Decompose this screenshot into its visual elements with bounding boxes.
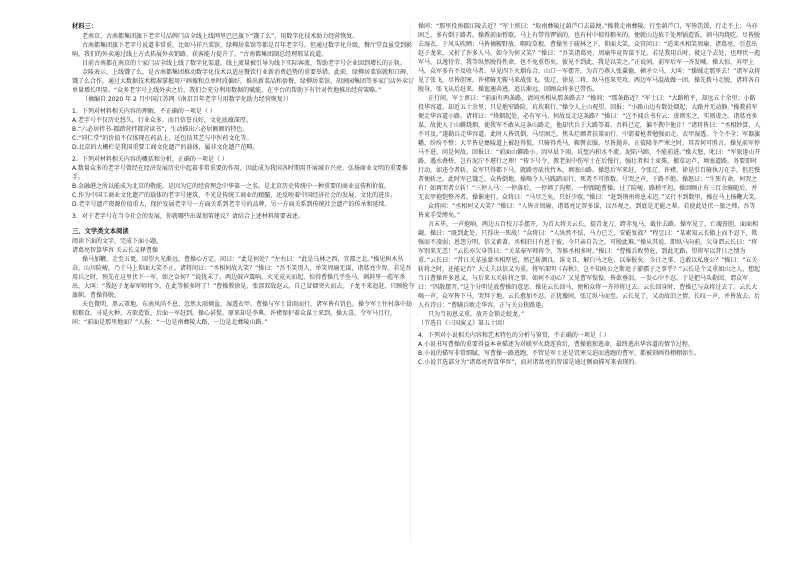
question-4: 4．下列对小说相关内容和艺术特色的分析与鉴赏，不正确的一项是（ ） [418,332,610,339]
right-column [418,22,761,542]
question-2-option-b: B.金融港之所以能成为北京的敬能，是因为它的经营理念中华第一之名，是北京历史传统中一种重要的商业宣传和价值。 [72,183,391,190]
question-4-option-b: B.小说的描写非常细腻，写曹操一路逃跑，不管是军士还是饥寒交迫而逃跑的曹军，都被刻画得栩栩如生。 [418,350,701,357]
story-paragraph: 只为当初恩义重，放开金锁走蛟龙。” [428,311,525,318]
material-paragraph: 老南京、古南都集团旗下老字号品牌门店全线上线网里巴巴旗下“饿了么”，用数字化技术助力经营恢复。 [82,33,359,40]
left-column [72,22,415,542]
story-source: （节选自《三国演义》第五十回） [418,320,509,327]
question-2: 2．下列对材料相关内容的概括和分析，正确的一项是（ ） [72,156,228,163]
question-1-option-b: B.“六必居拌书-都踏营拌都营读书”，生动描出六必居匾额的特色。 [72,126,249,133]
reading-intro: 阅读下面的文字，完成下面小题。 [72,238,163,245]
question-2-option-d: D.老字号遗产资源价值重大，保护发展老字号一方面关系到老字号的品牌，另一方面关系到传统社会遗产的传承和延续。 [72,201,391,208]
material-paragraph: 目前古南都在南京的十家门店全线上线了数字化渠道，线上流量被引导为线下实际客流，帮助老字号企业回到增长的正轨。 [82,60,407,67]
question-3: 3．对于老字号在当今社会的发展，你就哪些出谋划策建议？请结合上述材料简要表述。 [72,213,304,220]
story-paragraph: 正行间，军士禀曰：“前面有两条路，请问丞相从那条路去？”操问：“那条路近？”军士曰：“大路稍平，却远五十余里；小路投华容道，却近五十余里；只是地窄路险，坑坎难行。”操令人上山观望，回报：“小路山边有数处烟起；大路并无动静。”操教前军便走华容道小路。诸将曰：“烽烟起处，必有军马，何故反走这条路？”操曰：“岂不闻兵书有云：虚则实之，实则虚之。诸葛亮多谋，故使人于山僻烧烟，使我军不敢从这条山路走，他却伏兵于大路等着。吾料已定，偏不教中他计！”诸将皆曰：“丞相妙算，人不可及。”遂勒兵走华容道。此时人皆饥倒，马尽困乏。焦头烂额者扶策而行，中箭着枪者勉强而走。衣甲湿透，个个不全；军器旗幡，纷纷不整：大半皆是彝陵道上被赶得慌，只骑得秃马，鞍辔衣服，尽皆抛弃。正值隆冬严寒之时，其苦何可胜言。操见前军停马不进，问是何故。回报曰：“前面山僻路小，因早晨下雨，坑堑内积水不流，泥陷马蹄，不能前进。”操大怒，叱曰：“军旅逢山开路，遇水叠桥，岂有泥泞不堪行之理！”传下号令，教老弱中伤军士在后慢行，强壮者担土束柴，搬草运芦，填塞道路。务要即时行动，如违令者斩。众军只得都下马，就路旁砍伐竹木，填塞山路。操恐后军来赶，令张辽、许褚、徐晃引百骑执刀在手，但迟慢者便斩之。此时军已饿乏，众皆倒地，操喝令人马践踏而行，死者不可胜数。号哭之声，于路不绝。操怒曰：“生死有命，何哭之有！如再哭者立斩！”三停人马：一停落后，一停填了沟壑，一停跟随曹操。过了险峻，路稍平坦。操回顾止有三百余骑随后，并无衣甲袍铠整齐者。操催速行。众将曰：“马尽乏矣，只好少歇。”操曰：“赶到荆州将息未迟。”又行不到数里，操在马上扬鞭大笑。 [418,95,761,201]
material-paragraph: 金陵表示，上线饿了么，是古南都集团推动数字化技术以适应餐饮行业新消费趋势的重要举措。此前，绿柳居菜馆就和口碑、饿了么合作，通过大数据技术精准掌握用户画像和点单时段偏好，推出新菜品和套餐，绿柳居菜馆、胡润园集团等多家门店外卖订单量增长明显。“众多老字号上线外卖之后，我们会充分利用数据的赋能，在平台的帮助下有针对性地推出经营策略。” [72,69,415,94]
story-paragraph: 操马加鞭，走至五更，回望火光渐远，曹操心方定，问曰：“此是何处？”左右曰：“此是乌林之西，宜都之北。”操见树木丛杂，山川险峻，乃于马上仰面大笑不止。诸将问曰：“丞相何故大笑？”操曰：“吾不笑别人，单笑周瑜无谋，诸葛亮少智。若是吾用兵之时，预先在这里伏下一军，如之奈何？”说犹未了，两边鼓声震响，火光竟天而起，惊得曹操几乎坠马。刺斜里一彪军杀出，大叫：“我赵子龙奉军师将令，在此等候多时了！”曹操教徐晃、张郃双敌赵云，自己冒烟突火而去。子龙不来追赶，只顾抢夺旗帜。曹操得脱。 [72,256,415,299]
question-1-option-d: D.北京的大栅栏是我国重要工商文化遗产的载体，属非文化遗产范畴。 [72,144,259,151]
material-title: 材料三： [72,23,98,30]
story-paragraph: 操问：“那里投南郡江陵去近？”军士禀曰：“取南彝陵过葫芦口去最便。”操教走南彝陵。行至葫芦口，军皆饥馁，行走不上；马亦困乏，多有倒于路者。操教前面暂歇。马上有带得锣锅的，也有村中掠得粮米的，便就山边拣干处埋锅造饭，割马肉烧吃。尽皆脱去湿衣，于风头吹晒；马皆摘鞍野放，咽咬草根。曹操坐于疏林之下，仰面大笑。众官问曰：“适来丞相笑周瑜、诸葛亮，引惹出赵子龙来，又折了许多人马。如今为何又笑？”操曰：“吾笑诸葛亮、周瑜毕竟智谋不足。若是我用兵时，就这个去处，也埋伏一彪军马，以逸待劳，我等纵然脱得性命，也不免重伤矣。彼见不到此，我是以笑之。”正说间，前军后军一齐发喊。操大惊，弃甲上马。众军多有不及收马者。早见四下火烟布合，山口一军摆开，为首乃燕人张翼德，横矛立马，大叫：“操贼走那里去！”诸军众将见了张飞，尽皆胆寒。许褚骑无鞍马来战张飞。张辽、徐晃二将，纵马也来夹攻。两边军马混战做一团。操先拨马走脱，诸将各自脱身。张飞从后赶来。操迤逦奔逃，追兵渐远，回顾众将多已带伤。 [418,23,761,93]
material-source: （摘编自 2020 年 2 月中国江苏网《南京百年老字号用数字化助力经营恢复》） [82,96,292,103]
question-4-option-a: A.小说书写曹操的重要得益本章描述为对联军火烧连营后，曹操狼狈逃命，最终逃出华容道的情节过程。 [418,341,694,348]
question-2-option-c: C.作为中国工商业文化遗产的载体的老字号建筑，不光是传统工商业的精髓，还反映着中国经济社会的发展，文化的进步。 [72,192,397,199]
question-1-option-a: A.老字号不仅历史悠久，行业众多，而且信誉良好，文化底蕴深厚。 [72,117,252,124]
question-1: 1．下列对材料相关内容的理解，不正确的一项是（ ） [72,108,216,115]
question-1-option-c: C.“同仁堂”的价值不仅体现在药品上，还包括其艺与中医药文化等。 [72,135,253,142]
story-title: 诸葛亮智算华容 关云长义释曹操 [72,247,158,254]
story-paragraph: 言未毕，一声炮响，两边五百校刀手摆开，为首大将关云长，提青龙刀，跨赤兔马，截住去路。操军见了，亡魂丧胆，面面相觑。操曰：“既到此处，只得决一死战！”众将曰：“人纵然不怯，马力已乏，安能复战？”程昱曰：“某素知云长傲上而不忍下，欺强而不凌弱；恩怨分明，信义素著。丞相旧日有恩于彼，今只亲自告之，可脱此难。”操从其说，即纵马向前，欠身谓云长曰：“将军别来无恙！”云长亦欠身答曰：“关某奉军师将令，等候丞相多时。”操曰：“曹操兵败势危，到此无路，望将军以昔日之情为重。”云长曰：“昔日关某虽蒙丞相厚恩，然已斩颜良，诛文丑，解白马之危，以奉报矣。今日之事，岂敢以私废公？”操曰：“五关斩将之时，还能记否？大丈夫以信义为重。将军深明《春秋》，岂不知庾公之斯追子濯孺子之事乎？”云长是个义重如山之人，想起当日曹操许多恩义，与后来五关斩将之事，如何不动心？又见曹军惶惶，皆欲垂泪，一发心中不忍。于是把马头勒回，谓众军曰：“四散摆开。”这个分明是放曹操的意思。操见云长回马，便和众将一齐冲将过去。云长回身时，曹操已与众将过去了。云长大喝一声，众军皆下马，哭拜于地。云长愈加不忍。正犹豫间，张辽纵马而至。云长见了，又动故旧之情，长叹一声，并皆放去。后人有诗曰：“曹瞒兵败走华容，正与关公狭路逢。 [418,221,761,309]
story-paragraph: 众将问：“丞相何又大笑？”操曰：“人皆言周瑜、诸葛亮足智多谋，以吾观之，到底是无能之辈。若使此处伏一旅之师，吾等皆束手受缚矣。” [418,203,756,219]
material-paragraph: 古南都集团旗下老字号说道非常重，比如马祥兴菜馆、绿柳居菜馆等都是百年老字号。但通过数字化升级，餐厅堂食虽受到影响，我们的外卖通过线上方式拓展外卖销路，获客能力提升了。“古南都集团副总经理邢某说道。 [72,42,413,58]
section-heading: 三、文学类文本阅读 [72,228,129,235]
story-paragraph: 天色微明，黑云罩地，东南风尚不息。忽然大雨倾盆，湿透衣甲。曹操与军士冒雨而行，诸军皆有饥色。操令军士往村落中劫掠粮食，寻觅火种。方欲造饭，后面一军赶到。操心甚慌。原来却是李典、许褚保护着众谋士来到。操大喜，令军马且行，问：“前面是那里地面？”人报：“一边是南彝陵大路，一边是北彝陵山路。” [72,301,413,326]
question-4-option-c: C.小说节选部分为“诸葛亮智算华容”，而对诸葛亮的智谋是通过侧面描写来表现的。 [418,359,641,366]
question-2-option-a: A.数量众多的老字号曾经在经济发展历史中起着非常重要的作用，因此成为我国各时期用开展城市兴亮、弘扬商业文明的重要推手。 [72,165,408,181]
